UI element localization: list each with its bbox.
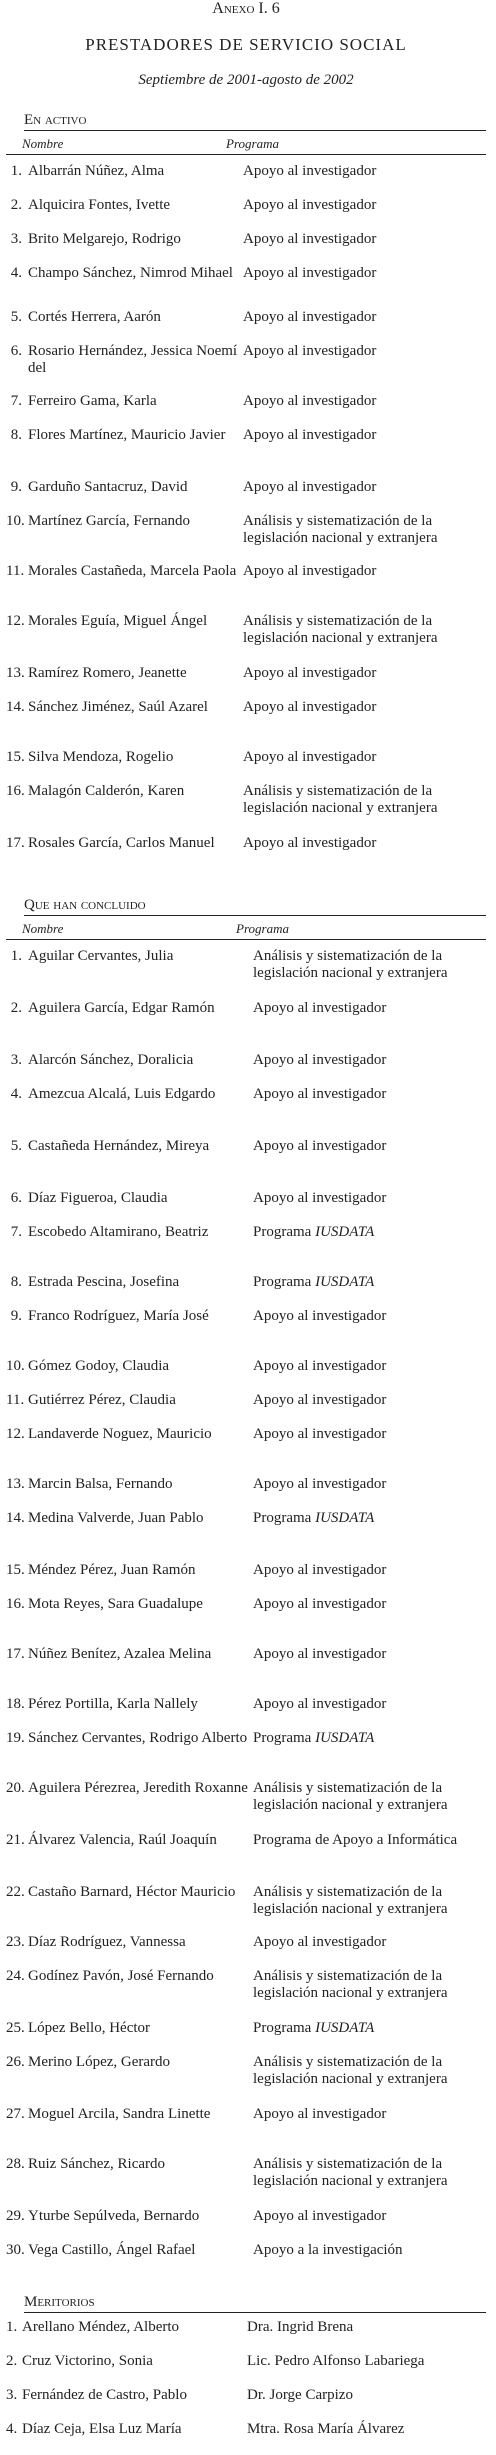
program-text: Apoyo al investigador <box>253 1426 387 1442</box>
item-name: Aguilar Cervantes, Julia <box>28 948 174 964</box>
section-heading-concluded: Que han concluido <box>24 897 486 916</box>
meritorious-list <box>6 2319 486 2455</box>
list-item <box>6 513 486 563</box>
program-text: Análisis y sistematización de la legislación nacional y extranjera <box>253 1780 448 1813</box>
program-text: Análisis y sistematización de la legislación nacional y extranjera <box>243 513 438 546</box>
item-name: Rosales García, Carlos Manuel <box>28 835 215 851</box>
program-text: Análisis y sistematización de la legislación nacional y extranjera <box>253 948 448 981</box>
item-name: Aguilera García, Edgar Ramón <box>28 1000 215 1016</box>
program-text: Análisis y sistematización de la legislación nacional y extranjera <box>253 2156 448 2189</box>
item-number: 13. <box>6 1476 25 1492</box>
list-item <box>6 1596 486 1646</box>
program-text: Lic. Pedro Alfonso Labariega <box>247 2353 425 2369</box>
item-number: 1. <box>10 948 22 964</box>
item-program <box>253 1696 486 1713</box>
item-name: Alarcón Sánchez, Doralicia <box>28 1052 194 1068</box>
item-name: Brito Melgarejo, Rodrigo <box>28 231 181 247</box>
list-item <box>6 1224 486 1274</box>
item-number: 14. <box>6 1510 25 1526</box>
item-program <box>253 2106 486 2123</box>
program-text: Apoyo al investigador <box>253 2208 387 2224</box>
list-item <box>6 343 486 393</box>
item-program <box>243 749 486 766</box>
item-program <box>243 343 486 360</box>
program-text: Apoyo al investigador <box>253 1476 387 1492</box>
program-text: Apoyo al investigador <box>243 665 377 681</box>
list-item <box>6 665 486 699</box>
item-program <box>243 699 486 716</box>
item-number: 2. <box>6 2353 18 2369</box>
program-text: Análisis y sistematización de la legislación nacional y extranjera <box>253 2054 448 2087</box>
item-name: Morales Castañeda, Marcela Paola <box>28 563 237 579</box>
program-text: Apoyo al investigador <box>243 343 377 359</box>
item-program <box>253 1730 486 1747</box>
item-number: 6. <box>10 343 22 359</box>
item-number: 30. <box>6 2242 25 2258</box>
item-number: 10. <box>6 513 25 529</box>
item-number: 7. <box>10 393 22 409</box>
list-item <box>6 1562 486 1596</box>
item-program <box>253 1562 486 1579</box>
list-item <box>6 427 486 479</box>
list-item <box>6 1832 486 1884</box>
item-number: 20. <box>6 1780 25 1796</box>
item-number: 15. <box>6 1562 25 1578</box>
item-number: 2. <box>10 1000 22 1016</box>
page-title: PRESTADORES DE SERVICIO SOCIAL <box>85 35 407 54</box>
item-name: Ruiz Sánchez, Ricardo <box>28 2156 166 2172</box>
program-text: Apoyo al investigador <box>243 749 377 765</box>
list-item <box>6 613 486 665</box>
list-item <box>6 1308 486 1358</box>
item-program <box>243 783 486 817</box>
item-number: 16. <box>6 783 25 799</box>
item-program <box>243 231 486 248</box>
item-name: Escobedo Altamirano, Beatriz <box>28 1224 209 1240</box>
item-program <box>253 1968 486 2002</box>
column-name-label: Nombre <box>22 136 64 151</box>
item-name: Moguel Arcila, Sandra Linette <box>28 2106 211 2122</box>
item-number: 29. <box>6 2208 25 2224</box>
program-text: Apoyo al investigador <box>243 265 377 281</box>
program-text: Apoyo al investigador <box>243 479 377 495</box>
program-name-italic: IUSDATA <box>315 1224 375 1240</box>
item-program <box>243 197 486 214</box>
program-text: Apoyo al investigador <box>253 1562 387 1578</box>
program-text: Programa de Apoyo a Informática <box>253 1832 458 1848</box>
program-name-italic: IUSDATA <box>315 1274 375 1290</box>
item-number: 28. <box>6 2156 25 2172</box>
item-name: Díaz Rodríguez, Vannessa <box>28 1934 186 1950</box>
column-program-label: Programa <box>226 136 279 151</box>
list-item <box>6 1000 486 1052</box>
annex-label: Anexo I. 6 <box>212 0 280 17</box>
item-name: Medina Valverde, Juan Pablo <box>28 1510 204 1526</box>
list-item <box>6 2421 486 2455</box>
item-program <box>247 2421 486 2438</box>
item-program <box>253 1392 486 1409</box>
section-heading-active: En activo <box>24 112 486 131</box>
item-name: Franco Rodríguez, María José <box>28 1308 209 1324</box>
list-item <box>6 1510 486 1562</box>
program-text: Apoyo al investigador <box>253 1392 387 1408</box>
item-program <box>243 835 486 852</box>
list-item <box>6 835 486 879</box>
program-text: Apoyo al investigador <box>253 1138 387 1154</box>
list-item <box>6 2020 486 2054</box>
item-name: Díaz Figueroa, Claudia <box>28 1190 168 1206</box>
item-number: 17. <box>6 835 25 851</box>
program-text: Apoyo a la investigación <box>253 2242 403 2258</box>
item-program <box>253 1000 486 1017</box>
item-program <box>253 2208 486 2225</box>
item-program <box>253 1426 486 1443</box>
item-number: 13. <box>6 665 25 681</box>
item-program <box>247 2353 486 2370</box>
item-name: Flores Martínez, Mauricio Javier <box>28 427 226 443</box>
item-number: 12. <box>6 1426 25 1442</box>
item-name: Ferreiro Gama, Karla <box>28 393 157 409</box>
item-program <box>243 563 486 580</box>
item-program <box>247 2319 486 2336</box>
list-item <box>6 265 486 309</box>
item-program <box>253 1476 486 1493</box>
item-name: Godínez Pavón, José Fernando <box>28 1968 214 1984</box>
item-name: Garduño Santacruz, David <box>28 479 188 495</box>
item-name: Ramírez Romero, Jeanette <box>28 665 187 681</box>
item-program <box>253 1190 486 1207</box>
list-item <box>6 1934 486 1968</box>
item-number: 21. <box>6 1832 25 1848</box>
item-number: 8. <box>10 1274 22 1290</box>
item-number: 3. <box>10 1052 22 1068</box>
program-text: Apoyo al investigador <box>243 563 377 579</box>
list-item <box>6 749 486 783</box>
item-name: Silva Mendoza, Rogelio <box>28 749 174 765</box>
item-name: Marcin Balsa, Fernando <box>28 1476 173 1492</box>
column-program-label: Programa <box>236 921 289 936</box>
program-text: Análisis y sistematización de la legislación nacional y extranjera <box>243 613 438 646</box>
item-number: 6. <box>10 1190 22 1206</box>
program-text: Apoyo al investigador <box>253 1596 387 1612</box>
list-item <box>6 1696 486 1730</box>
item-program <box>253 1052 486 1069</box>
program-text: Apoyo al investigador <box>243 231 377 247</box>
item-name: Castañeda Hernández, Mireya <box>28 1138 210 1154</box>
item-number: 23. <box>6 1934 25 1950</box>
item-number: 1. <box>6 2319 18 2335</box>
item-program <box>253 2156 486 2190</box>
page-subtitle: Septiembre de 2001-agosto de 2002 <box>138 72 354 88</box>
item-name: Díaz Ceja, Elsa Luz María <box>22 2421 182 2437</box>
program-text: Apoyo al investigador <box>253 1358 387 1374</box>
list-item <box>6 479 486 513</box>
item-number: 3. <box>10 231 22 247</box>
item-program <box>243 265 486 282</box>
item-name: Arellano Méndez, Alberto <box>22 2319 180 2335</box>
item-name: Alquicira Fontes, Ivette <box>28 197 171 213</box>
program-text: Programa <box>253 1510 316 1526</box>
item-name: Albarrán Núñez, Alma <box>28 163 165 179</box>
item-number: 4. <box>10 265 22 281</box>
active-list <box>6 163 486 879</box>
program-name-italic: IUSDATA <box>315 1730 375 1746</box>
item-number: 5. <box>10 309 22 325</box>
item-name: Gutiérrez Pérez, Claudia <box>28 1392 176 1408</box>
program-text: Apoyo al investigador <box>243 393 377 409</box>
item-name: Mota Reyes, Sara Guadalupe <box>28 1596 203 1612</box>
item-program <box>243 479 486 496</box>
item-name: Aguilera Pérezrea, Jeredith Roxanne <box>28 1780 248 1796</box>
program-text: Apoyo al investigador <box>253 1696 387 1712</box>
item-program <box>253 1086 486 1103</box>
item-program <box>243 513 486 547</box>
list-item <box>6 563 486 613</box>
item-number: 9. <box>10 479 22 495</box>
item-name: Gómez Godoy, Claudia <box>28 1358 170 1374</box>
list-item <box>6 2319 486 2353</box>
column-header-concluded <box>6 916 486 940</box>
list-item <box>6 1968 486 2020</box>
item-program <box>243 163 486 180</box>
list-item <box>6 1426 486 1476</box>
item-name: Méndez Pérez, Juan Ramón <box>28 1562 196 1578</box>
program-text: Apoyo al investigador <box>243 699 377 715</box>
item-number: 25. <box>6 2020 25 2036</box>
item-number: 3. <box>6 2387 18 2403</box>
item-program <box>253 2020 486 2037</box>
item-number: 5. <box>10 1138 22 1154</box>
item-program <box>253 2054 486 2088</box>
item-program <box>253 1646 486 1663</box>
item-number: 15. <box>6 749 25 765</box>
item-program <box>243 427 486 444</box>
item-name: Sánchez Cervantes, Rodrigo Alberto <box>28 1730 248 1746</box>
list-item <box>6 1274 486 1308</box>
item-name: Yturbe Sepúlveda, Bernardo <box>28 2208 200 2224</box>
item-number: 7. <box>10 1224 22 1240</box>
item-name: Cruz Victorino, Sonia <box>22 2353 153 2369</box>
item-name: Rosario Hernández, Jessica Noemí del <box>28 343 238 376</box>
list-item <box>6 1086 486 1138</box>
item-program <box>243 309 486 326</box>
list-item <box>6 2387 486 2421</box>
list-item <box>6 1190 486 1224</box>
item-program <box>243 613 486 647</box>
item-program <box>253 1832 486 1849</box>
program-text: Apoyo al investigador <box>253 1934 387 1950</box>
item-name: Fernández de Castro, Pablo <box>22 2387 187 2403</box>
section-heading-meritorious: Meritorios <box>24 2294 486 2313</box>
item-name: Champo Sánchez, Nimrod Mihael <box>28 265 233 281</box>
list-item <box>6 2242 486 2276</box>
item-number: 17. <box>6 1646 25 1662</box>
list-item <box>6 948 486 1000</box>
program-text: Apoyo al investigador <box>253 1052 387 1068</box>
list-item <box>6 1780 486 1832</box>
program-text: Mtra. Rosa María Álvarez <box>247 2421 405 2437</box>
item-program <box>253 1274 486 1291</box>
item-number: 27. <box>6 2106 25 2122</box>
item-name: Malagón Calderón, Karen <box>28 783 185 799</box>
item-program <box>247 2387 486 2404</box>
program-text: Apoyo al investigador <box>243 197 377 213</box>
item-number: 14. <box>6 699 25 715</box>
item-program <box>253 1358 486 1375</box>
item-name: Álvarez Valencia, Raúl Joaquín <box>28 1832 217 1848</box>
item-program <box>253 1934 486 1951</box>
item-program <box>243 393 486 410</box>
item-name: Landaverde Noguez, Mauricio <box>28 1426 212 1442</box>
list-item <box>6 2208 486 2242</box>
list-item <box>6 2106 486 2156</box>
item-number: 2. <box>10 197 22 213</box>
item-program <box>253 1884 486 1918</box>
item-name: Cortés Herrera, Aarón <box>28 309 161 325</box>
item-name: Amezcua Alcalá, Luis Edgardo <box>28 1086 216 1102</box>
item-number: 11. <box>6 563 25 579</box>
program-text: Análisis y sistematización de la legislación nacional y extranjera <box>243 783 438 816</box>
list-item <box>6 1358 486 1392</box>
list-item <box>6 1138 486 1190</box>
program-text: Apoyo al investigador <box>243 309 377 325</box>
list-item <box>6 1392 486 1426</box>
column-header-active <box>6 131 486 155</box>
item-name: Sánchez Jiménez, Saúl Azarel <box>28 699 208 715</box>
item-program <box>253 1780 486 1814</box>
item-name: Morales Eguía, Miguel Ángel <box>28 613 208 629</box>
list-item <box>6 699 486 749</box>
item-number: 9. <box>10 1308 22 1324</box>
column-name-label: Nombre <box>22 921 64 936</box>
program-text: Apoyo al investigador <box>243 427 377 443</box>
item-number: 11. <box>6 1392 25 1408</box>
list-item <box>6 1052 486 1086</box>
item-number: 1. <box>10 163 22 179</box>
program-text: Dra. Ingrid Brena <box>247 2319 354 2335</box>
program-text: Apoyo al investigador <box>243 163 377 179</box>
item-name: Pérez Portilla, Karla Nallely <box>28 1696 198 1712</box>
list-item <box>6 2156 486 2208</box>
program-text: Apoyo al investigador <box>253 1646 387 1662</box>
program-name-italic: IUSDATA <box>315 2020 375 2036</box>
list-item <box>6 1476 486 1510</box>
item-program <box>243 665 486 682</box>
item-program <box>253 1596 486 1613</box>
item-program <box>253 1308 486 1325</box>
list-item <box>6 163 486 197</box>
list-item <box>6 309 486 343</box>
item-name: Estrada Pescina, Josefina <box>28 1274 180 1290</box>
program-text: Análisis y sistematización de la legislación nacional y extranjera <box>253 1884 448 1917</box>
program-text: Programa <box>253 1224 316 1240</box>
item-program <box>253 1224 486 1241</box>
item-number: 4. <box>10 1086 22 1102</box>
program-text: Programa <box>253 1730 316 1746</box>
item-name: Merino López, Gerardo <box>28 2054 171 2070</box>
program-name-italic: IUSDATA <box>315 1510 375 1526</box>
item-number: 12. <box>6 613 25 629</box>
item-number: 24. <box>6 1968 25 1984</box>
item-program <box>253 1510 486 1527</box>
program-text: Apoyo al investigador <box>243 835 377 851</box>
list-item <box>6 197 486 231</box>
program-text: Dr. Jorge Carpizo <box>247 2387 353 2403</box>
item-number: 10. <box>6 1358 25 1374</box>
item-program <box>253 948 486 982</box>
program-text: Apoyo al investigador <box>253 1308 387 1324</box>
program-text: Apoyo al investigador <box>253 1086 387 1102</box>
item-number: 18. <box>6 1696 25 1712</box>
item-number: 19. <box>6 1730 25 1746</box>
item-name: Castaño Barnard, Héctor Mauricio <box>28 1884 236 1900</box>
item-name: Martínez García, Fernando <box>28 513 191 529</box>
list-item <box>6 2054 486 2106</box>
program-text: Análisis y sistematización de la legislación nacional y extranjera <box>253 1968 448 2001</box>
item-number: 26. <box>6 2054 25 2070</box>
list-item <box>6 783 486 835</box>
list-item <box>6 2353 486 2387</box>
list-item <box>6 393 486 427</box>
item-number: 4. <box>6 2421 18 2437</box>
program-text: Apoyo al investigador <box>253 1000 387 1016</box>
item-name: López Bello, Héctor <box>28 2020 151 2036</box>
program-text: Apoyo al investigador <box>253 2106 387 2122</box>
item-number: 16. <box>6 1596 25 1612</box>
list-item <box>6 1884 486 1934</box>
item-name: Núñez Benítez, Azalea Melina <box>28 1646 212 1662</box>
list-item <box>6 1646 486 1696</box>
list-item <box>6 1730 486 1780</box>
program-text: Programa <box>253 2020 316 2036</box>
item-name: Vega Castillo, Ángel Rafael <box>28 2242 196 2258</box>
item-number: 8. <box>10 427 22 443</box>
list-item <box>6 231 486 265</box>
concluded-list <box>6 948 486 2276</box>
item-number: 22. <box>6 1884 25 1900</box>
program-text: Apoyo al investigador <box>253 1190 387 1206</box>
program-text: Programa <box>253 1274 316 1290</box>
item-program <box>253 2242 486 2259</box>
item-program <box>253 1138 486 1155</box>
